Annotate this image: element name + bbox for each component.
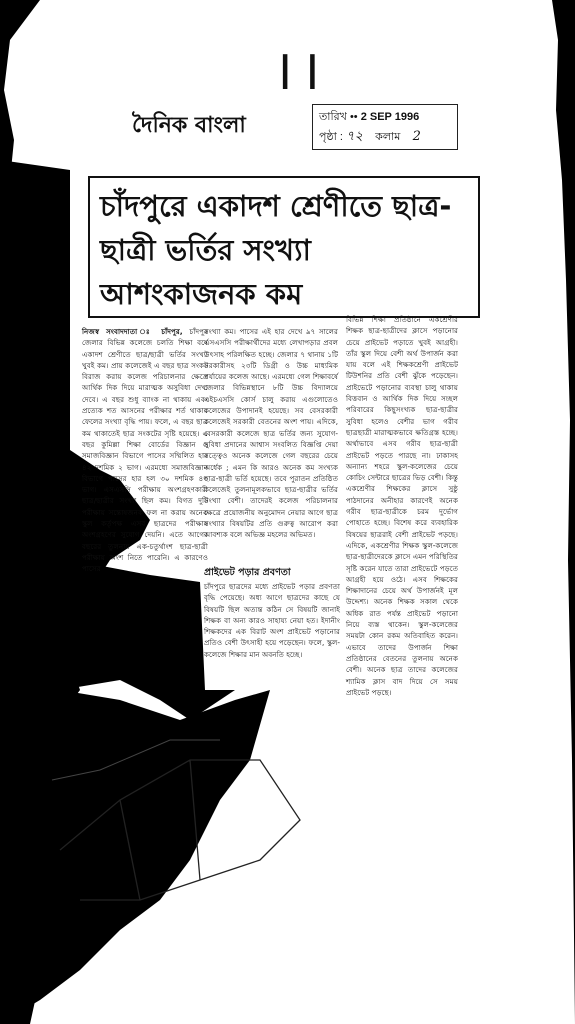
byline: নিজস্ব সংবাদদাতা ঃ চাঁদপুর,: [82, 327, 183, 336]
column-3-text: বিভিন্ন শিক্ষা প্রতিষ্ঠানে একশ্রেণীর শিক্ষক ছাত্র-ছাত্রীদের ক্লাসে পড়ানোর চেয়ে প্রাইভেট পড়াতে খুবই আগ্রহী। তাঁর স্কুল দিয়ে বেশী অর্থ উপার্জন করা যায় বলে এই শিক্ষকশ্রেণী প্রাইভেট টিউশনির প্রতি বেশী ঝুঁকে পড়েছেন। প্রাইভেটে পড়ানোর ব্যবস্থা চালু থাকায় বিত্তবান ও আর্থিক দিক দিয়ে সচ্ছল পরিবারের কিছুসংখ্যক ছাত্র-ছাত্রীর সুবিধা হলেও বেশীর ভাগ গরীব ছাত্রছাত্রী মারাত্মকভাবে ক্ষতিগ্রস্ত হচ্ছে। অর্থাভাবে এসব গরীব ছাত্র-ছাত্রী প্রাইভেট পড়তে পারছে না। ঢাকাসহ অন্যান্য শহরে স্কুল-কলেজের চেয়ে কোচিং সেন্টারে ছাত্রের ভিড় বেশী। কিন্তু একশ্রেণীর শিক্ষকের ক্লাসে সুষ্ঠু পাঠদানের অনীহার কারণেই অনেক গরীব ছাত্র-ছাত্রীকে চরম দুর্ভোগ পোহাতে হচ্ছে। বিশেষ করে ব্যবহারিক বিষয়ের ছাত্ররাই বেশী প্রাইভেট পড়ছে। এদিকে, একশ্রেণীর শিক্ষক স্কুল-কলেজে ছাত্র-ছাত্রীদেরকে ক্লাসে এমন পরিস্থিতির সৃষ্টি করেন যাতে তারা প্রাইভেটে পড়তে আগ্রহী হয়ে ওঠে। এসব শিক্ষকের শিক্ষাদানের চেয়ে অর্থ উপার্জনই মূল উদ্দেশ্য। অনেক শিক্ষক সকাল থেকে অধিক রাত পর্যন্ত প্রাইভেট পড়ানো নিয়ে ব্যস্ত থাকেন। স্কুল-কলেজের সময়টা কোন রকম অতিবাহিত করেন। এভাবে তাদের উপার্জন শিক্ষা প্রতিষ্ঠানের বেতনের তুলনায় অনেক বেশী। অনেক ছাত্র তাদের কলেজের শ্যামিক ক্লাস বাদ দিয়ে সে সময় প্রাইভেট পড়ছে।: [346, 315, 458, 697]
column-value: 2: [412, 129, 421, 144]
page-value: ৭২: [346, 129, 363, 144]
date-label: তারিখ: [319, 111, 347, 123]
torn-shadow-left: [0, 160, 70, 560]
newspaper-name: দৈনিক বাংলা: [132, 112, 246, 138]
column-2b-text: চাঁদপুরে ছাত্রদের মধ্যে প্রাইভেট পড়ার প্রবণতা বৃদ্ধি পেয়েছে। অধ্য আগে ছাত্রদের কাছে যে বিষয়টি ছিল অত্যন্ত কঠিন সে বিষয়টি জানাই শিক্ষক বা অন্য কারও সাহায্য নেয়া হত। ইদানীং শিক্ষকদের এক বিরাট অংশ প্রাইভেট পড়ানোর প্রতিও বেশী উৎসাহী হয়ে পড়েছেন। ফলে, স্কুল-কলেজে শিক্ষার মান অবনতি হচ্ছে।: [204, 582, 340, 659]
subheading: প্রাইভেট পড়ার প্রবণতা: [204, 567, 291, 578]
page-mark: ।।: [272, 38, 327, 103]
column-1-text: চাঁদপুর জেলার বিভিন্ন কলেজে চলতি শিক্ষা বর্ষে একাদশ শ্রেণীতে ছাত্র/ছাত্রী ভর্তির সংখ্যা খুবই কম। প্রায় কলেজেই এ বছর ছাত্র সংকট বিরাজ করায় কলেজ পরিচালনার ক্ষেত্রে আর্থিক দিক দিয়ে মারাত্মক অসুবিধা দেখা দেবে। এ বছর শুধু ব্যাংক না থাকায় এবং প্রত্যেক শত আসনের পরীক্ষার শর্ত থাকায় ফেলের সংখ্যা বৃদ্ধি পায়। ফলে, এ বছর ছাত্র কম থাকাতেই ছাত্র সংকটের সৃষ্টি হয়েছে। এ বছর কুমিল্লা শিক্ষা বোর্ডের বিজ্ঞান ও সমাজবিজ্ঞান বিভাগে পাসের সম্মিলিত হার ৪২ দশমিক ২ ভাগ। এরমধ্যে সমাজবিজ্ঞান বিভাগে পাসের হার হল ৩০ দশমিক ৪৩ ভাগ। এসএসসি পরীক্ষায় অংশগ্রহণকারী ছাত্র/ছাত্রীর সংখ্যা ছিল কম। বিগত দুটি পরীক্ষায় সন্তোষজনক ফল না করায় অনেক স্কুল কর্তৃপক্ষ এসব ছাত্রদের পরীক্ষায় অংশগ্রহণের সুযোগ দেয়নি। এতে আগের বছরের তুলনায় এক-চতুর্থাংশ ছাত্র-ছাত্রী পরীক্ষায় অংশ নিতে পারেনি। এ কারণেও পাসের: [82, 327, 208, 574]
article-column-2b: [204, 566, 340, 674]
page-label: পৃষ্ঠা: [319, 131, 337, 143]
article-column-3: [346, 314, 458, 697]
column-2-text: সংখ্যা কম। পাসের এই হার দেখে ৯৭ সালের এসএসসি পরীক্ষার্থীদের মধ্যে লেখাপড়ার প্রবল উৎসাহ পরিলক্ষিত হচ্ছে। জেলার ৭ থানায় ১টি সরকারীসহ ২৩টি ডিগ্রী ও উচ্চ মাধ্যমিক পর্যায়ের কলেজ আছে। এরমধ্যে গেল শিক্ষাবর্ষে জেলার বিভিন্নস্থানে ৮টি উচ্চ বিদ্যালয়ে এইচএসসি কোর্স চালু করায় এগুলোতেও কলেজের উপাদানই হয়েছে। সব বেসরকারী কলেজেই সরকারী বেতনের অংশ পায়। এদিকে, বেসরকারী কলেজে ছাত্র ভর্তির জন্য সুযোগ-সুবিধা প্রদানের আশ্বাস সংবলিত বিজ্ঞপ্তি দেয়া সত্ত্বেও অনেক কলেজে গেল বছরের চেয়ে অর্ধেক ; এমন কি আরও অনেক কম সংখ্যক ছাত্র-ছাত্রী ভর্তি হয়েছে। তবে পুরাতন প্রতিষ্ঠিত কলেজেই তুলনামূলকভাবে ছাত্র-ছাত্রীর ভর্তির সংখ্যা বেশী। তাদেরই কলেজ পরিচালনার ক্ষেত্রে প্রয়োজনীয় অনুমোদন নেয়ার আগে ছাত্র সংখ্যার বিষয়টির প্রতি গুরুত্ব আরোপ করা আবশ্যক বলে অভিজ্ঞ মহলের অভিমত।: [204, 327, 338, 540]
headline-box: [88, 176, 480, 318]
date-value: 2 SEP 1996: [360, 111, 420, 123]
article-column-1: [82, 326, 208, 574]
article-column-2: [204, 326, 338, 566]
date-stamp: তারিখ •• 2 SEP 1996 পৃষ্ঠা : ৭২ কলাম 2: [312, 104, 458, 150]
headline: চাঁদপুরে একাদশ শ্রেণীতে ছাত্র-ছাত্রী ভর্তির সংখ্যা আশংকাজনক কম: [100, 189, 452, 311]
column-label: কলাম: [375, 131, 401, 143]
